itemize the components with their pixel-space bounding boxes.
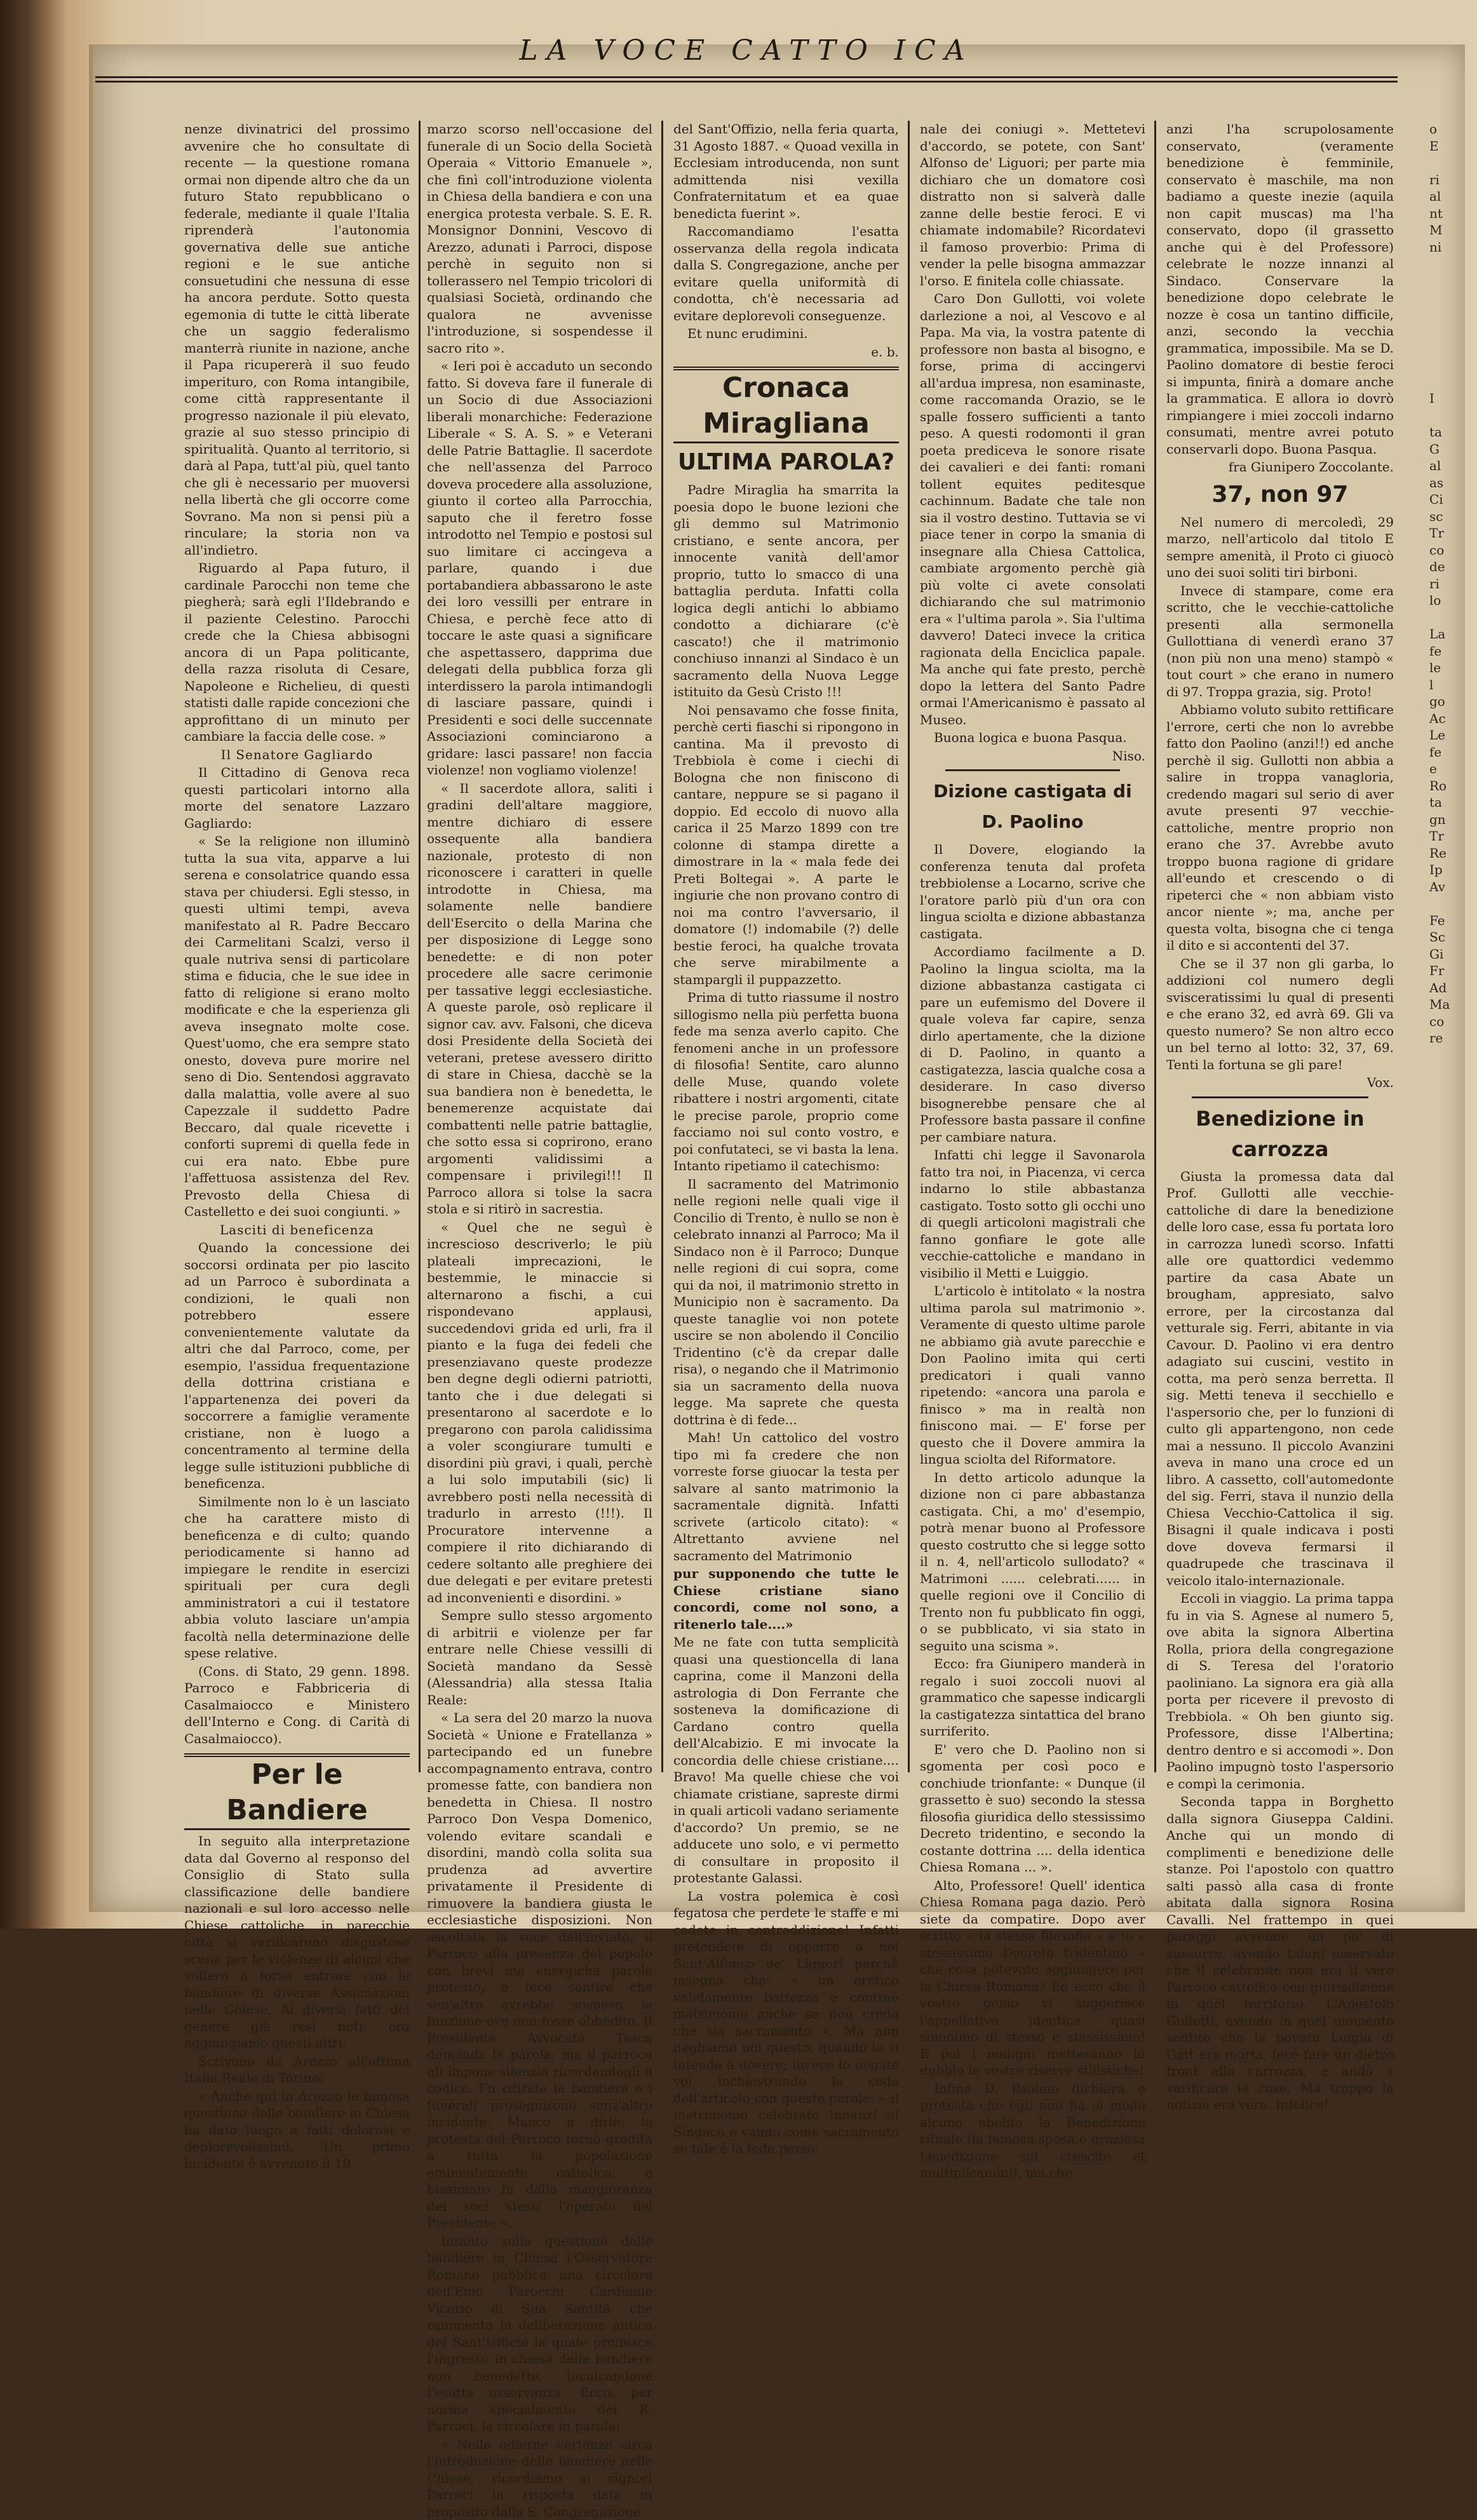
paragraph: (Cons. di Stato, 29 genn. 1898. Parroco e Fabbriceria di Casalmaiocco e Ministero dell'Interno e Cong. di Carità di Casalmaiocco). xyxy=(184,1663,410,1748)
paragraph: In seguito alla interpretazione data dal Governo al responso del Consiglio di Stato sulla classificazione delle bandiere nazionali e sul loro accesso nelle Chiese cattoliche, in parecchie città si verificarono disgustose scene per le violenze di alcuni che vollero a forza entrare con le bandiere di diverse Associazioni nelle Chiese. Ai diversi fatti del genere già resi noti, ora aggiungiamo questi altri: xyxy=(184,1833,410,2052)
paragraph: del Sant'Offizio, nella feria quarta, 31 Agosto 1887. « Quoad vexilla in Ecclesiam introducenda, non sunt admittenda nisi vexilla Confraternitatum et ea quae benedicta fuerint ». xyxy=(673,121,899,222)
paragraph: Quando la concessione dei soccorsi ordinata per pio lascito ad un Parroco è subordinata a condizioni, le quali non potrebbero essere convenientemente valutate da altri che dal Parroco, come, per esempio, l'assidua frequentazione della dottrina cristiana e l'appartenenza dei poveri da soccorrere a famiglie veramente cristiane, non è luogo a concentramento al termine della legge sulle istituzioni pubbliche di beneficenza. xyxy=(184,1239,410,1492)
column-4 xyxy=(920,121,1156,1772)
paragraph: E' vero che D. Paolino non si sgomenta per così poco e conchiude trionfante: « Dunque (il grassetto è suo) secondo la stessa filosofia giuridica dello stessissimo Decreto tridentino, e secondo la costante dottrina .... della identica Chiesa Romana ... ». xyxy=(920,1741,1145,1876)
paragraph: nale dei coniugi ». Mettetevi d'accordo, se potete, con Sant' Alfonso de' Liguori; per parte mia dichiaro che un domatore così distratto non si salverà dalle zanne delle bestie feroci. E vi chiamate indomabile? Ricordatevi il famoso proverbio: Prima di vender la pelle bisogna ammazzar l'orso. E finitela colle chiassate. xyxy=(920,121,1145,289)
paragraph: In detto articolo adunque la dizione non ci pare abbastanza castigata. Chi, a mo' d'esempio, potrà menar buono al Professore questo costrutto che si legge sotto il n. 4, nell'articolo sullodato? « Matrimoni ...... celebrati...... in quelle regioni ove il Concilio di Trento non fu pubblicato fin oggi, o se pubblicato, vi sia stato in seguito una scisma ». xyxy=(920,1469,1145,1655)
paragraph: Noi pensavamo che fosse finita, perchè certi fiaschi si ripongono in cantina. Ma il prevosto di Trebbiola è come i ciechi di Bologna che non finiscono di cantare, neppure se si pagano il doppio. Ed eccolo di nuovo alla carica il 25 Marzo 1899 con tre colonne di stampa dirette a dimostrare in la « mala fede dei Preti Boltegai ». A parte le ingiurie che non provano contro di noi ma contro l'avversario, il domatore (!) indomabile (?) delle bestie feroci, ha qualche trovata che serve mirabilmente a stampargli il puppazzetto. xyxy=(673,702,899,988)
subheading: Il Senatore Gagliardo xyxy=(184,746,410,764)
paragraph: Infine D. Paolino dichiara e protesta che egli non ha in modo alcuno abolita la Benedizione rituale (la famosa sposa e graziosa benedizione sul crescite et multiplicamini), ma che xyxy=(920,2080,1145,2181)
paragraph: Invece di stampare, come era scritto, che le vecchie-cattoliche presenti alla sermonella Gullottiana di venerdì erano 37 (non più non una meno) stampò « tout court » che erano in numero di 97. Troppa grazia, sig. Proto! xyxy=(1166,583,1394,701)
paragraph: marzo scorso nell'occasione del funerale di un Socio della Società Operaia « Vittorio Emanuele », che finì coll'introduzione violenta in Chiesa della bandiera e con una energica protesta verbale. S. E. R. Monsignor Donnini, Vescovo di Arezzo, adunati i Parroci, dispose perchè in seguito non si tollerassero nel Tempio tricolori di qualsiasi Società, ordinando che qualora ne avvenisse l'introduzione, si sospendesse il sacro rito ». xyxy=(427,121,652,356)
paragraph: Caro Don Gullotti, voi volete darlezione a noi, al Vescovo e al Papa. Ma via, la vostra patente di professore non basta al bisogno, e forse, prima di accingervi all'ardua impresa, non esaminaste, come raccomanda Orazio, se le spalle fossero sufficienti a tanto peso. A questi rodomonti il gran poeta prediceva le sonore risate dei cavalieri e dei fanti: romani tollent equites peditesque cachinnum. Badate che tale non sia il vostro destino. Tuttavia se vi piace tener in corpo la smania di insegnare alla Chiesa Cattolica, cambiate argomento perchè già più volte ci avete consolati dichiarando che sul matrimonio era « l'ultima parola ». Sia l'ultima davvero! Dateci invece la critica ragionata della Enciclica papale. Ma anche qui fate presto, perchè dopo la lettera del Santo Padre ormai l'Americanismo è passato al Museo. xyxy=(920,290,1145,728)
paragraph: Prima di tutto riassume il nostro sillogismo nella più perfetta buona fede ma senza averlo capito. Che fenomeni anche in un professore di filosofia! Sentite, caro alunno delle Muse, quando volete ribattere i nostri argomenti, citate le precise parole, proprio come facciamo noi sul conto vostro, e poi confutateci, se vi basta la lena. Intanto ripetiamo il catechismo: xyxy=(673,989,899,1175)
paragraph: « Anche qui in Arezzo la famosa questione delle bandiere in Chiesa ha dato luogo a fatti dolorosi e deplorevolissimi. Un primo incidente è avvenuto il 19 xyxy=(184,2088,410,2173)
column-1 xyxy=(184,121,421,1772)
headline-dizione-castigata: Dizione castigata di D. Paolino xyxy=(920,776,1145,837)
divider xyxy=(1192,1096,1368,1098)
paragraph: « Nelle odierne vertenze circa l'introduzione delle bandiere nelle Chiese, ricordiamo ai signori Parroci la risposta data in proposito dalla S. Congregazione xyxy=(427,2436,652,2520)
paragraph: Il sacramento del Matrimonio nelle regioni nelle quali vige il Concilio di Trento, è nullo se non è celebrato innanzi al Parroco; Ma il Sindaco non è il Parroco; Dunque nelle regioni di cui sopra, come qui da noi, il matrimonio stretto in Municipio non è sacramento. Da queste tanaglie voi non potete uscire se non abolendo il Concilio Tridentino (c'è da crepar dalle risa), o negando che il Matrimonio sia un sacramento della nuova legge. Ma saprete che questa dottrina è di fede... xyxy=(673,1176,899,1429)
paragraph: « Ieri poi è accaduto un secondo fatto. Si doveva fare il funerale di un Socio di due Associazioni liberali monarchiche: Federazione Liberale « S. A. S. » e Veterani delle Patrie Battaglie. Il sacerdote che nell'assenza del Parroco doveva procedere alla assoluzione, giunto il corteo alla Parrocchia, saputo che il feretro fosse introdotto nel Tempio e postosi sul suo limitare ci accingeva a parlare, quando i due portabandiera abbassarono le aste dei loro vessilli per entrare in Chiesa, e perchè fece atto di toccare le aste quasi a significare che aspettassero, dapprima due delegati della pubblica forza gli interdissero la parola intimandogli di lasciare passare, quindi i Presidenti e soci delle succennate Associazioni cominciarono a gridare: lasci passare! non faccia violenze! non vogliamo violenze! xyxy=(427,358,652,779)
paragraph: Alto, Professore! Quell' identica Chiesa Romana paga dazio. Però siete da compatire. Dopo aver scritto « la stessa filosofia » e lo « stessissimo Decreto tridentino » che cosa potevate aggiungere per la Chiesa Romana? Ed ecco che il vostro genio vi suggerisce l'appellativo identica quasi sinonimo di stesso e stessissimo! E poi i maligni metteranno in dubbio le vostre riserve stilistiche! xyxy=(920,1877,1145,2079)
headline-37-non-97: 37, non 97 xyxy=(1166,480,1394,510)
paragraph: Me ne fate con tutta semplicità quasi una questioncella di lana caprina, come il Manzoni della astrologia di Don Ferrante che sosteneva la domificazione di Cardano contro quella dell'Alcabizio. E mi invocate la concordia delle chiese cristiane.... Bravo! Ma quelle chiese che voi chiamate cristiane, sapreste dirmi in quali articoli vadano seriamente d'accordo? Un premio, se ne adducete uno solo, e vi permetto di consultare in proposito il protestante Galassi. xyxy=(673,1634,899,1887)
paragraph: « Il sacerdote allora, saliti i gradini dell'altare maggiore, mentre dichiaro di essere ossequente alla bandiera nazionale, protesto di non riconoscere i caratteri in quelle introdotte in Chiesa, ma solamente nelle bandiere dell'Esercito o della Marina che per disposizione di Legge sono benedette: e di non poter procedere alle sacre cerimonie per tassative leggi ecclesiastiche. A queste parole, osò replicare il signor cav. avv. Falsoni, che diceva dosi Presidente della Società dei veterani, pretese avessero diritto di stare in Chiesa, dacchè se la sua bandiera non è benedetta, le benemerenze acquistate dai combattenti nelle patrie battaglie, che sotto essa si coprirono, erano argomenti validissimi a compensare i privilegi!!! Il Parroco allora si tolse la sacra stola e si ritirò in sacrestia. xyxy=(427,780,652,1218)
paragraph: Raccomandiamo l'esatta osservanza della regola indicata dalla S. Congregazione, anche per evitare quella uniformità di condotta, ch'è necessaria ad evitare deplorevoli conseguenze. xyxy=(673,223,899,324)
paragraph: Che se il 37 non gli garba, lo addizioni col numero degli svisceratissimi lu qual di presenti e che erano 32, ed avrà 69. Gli va questo numero? Se non altro ecco un bel terno al lotto: 32, 37, 69. Tenti la fortuna se gli pare! xyxy=(1166,955,1394,1074)
paragraph: Infatti chi legge il Savonarola fatto tra noi, in Piacenza, vi cerca indarno lo stile abbastanza castigato. Tosto sotto gli occhi uno di quegli articoloni magistrali che fanno gonfiare le gote alle vecchie-cattoliche e mandano in visibilio il Metti e Luiggio. xyxy=(920,1147,1145,1281)
paragraph: « La sera del 20 marzo la nuova Società « Unione e Fratellanza » partecipando ed un funebre accompagnamento entrava, contro promesse fatte, con bandiera non benedetta in Chiesa. Il nostro Parroco Don Vespa Domenico, volendo evitare scandali e disordini, mandò colla solita sua prudenza ad avvertire privatamente il Presidente di rimuovere la bandiera giusta le ecclesiastiche disposizioni. Non ascoltata la voce dell'inviato, il Parroco alla presenza del popolo con brevi ma energiche parole protesto, e fece sentire che sen'altro avrebbe sospeso la funzione ove non fosse obbedito. Il Presidente Avvocato Tasca domanda la parola: ma il parroco gli impone silenzio ricordandogli il codice. Fu ritirata la bandiera e i funerali proseguirono senz'altro incidente. Manco a dirlo: la protesta del Parroco tornò gradita a tutta la popolazione eminentemente cattolica, e biasimato fu dalla maggioranza dei soci stessi l'operato del Presidente ». xyxy=(427,1709,652,2232)
headline-per-le-bandiere: Per le Bandiere xyxy=(184,1753,410,1830)
paragraph: « Se la religione non illuminò tutta la sua vita, apparve a lui serena e consolatrice quando essa stava per chiudersi. Egli stesso, in questi ultimi tempi, aveva manifestato al R. Padre Beccaro dei Carmelitani Scalzi, verso il quale nutriva sensi di particolare stima e fiducia, che le sue idee in fatto di religione si erano molto modificate e che la esperienza gli aveva insegnato molte cose. Quest'uomo, che era sempre stato onesto, doveva pure morire nel seno di Dio. Sentendosi aggravato dalla malattia, volle avere al suo Capezzale il suddetto Padre Beccaro, dal quale ricevette i conforti supremi di quella fede in cui era nato. Ebbe pure l'affettuosa assistenza del Rev. Prevosto della Chiesa di Castelletto e dei suoi congiunti. » xyxy=(184,833,410,1220)
headline-ultima-parola: ULTIMA PAROLA? xyxy=(673,447,899,478)
paragraph: Padre Miraglia ha smarrita la poesia dopo le buone lezioni che gli demmo sul Matrimonio cristiano, e sente ancora, per innocente vanità dell'amor proprio, tutto lo smacco di una battaglia perduta. Infatti colla logica degli antichi lo abbiamo condotto a dichiarare (c'è cascato!) che il matrimonio conchiuso innanzi al Sindaco è un sacramento della Nuova Legge istituito da Gesù Cristo !!! xyxy=(673,482,899,701)
column-2 xyxy=(427,121,663,1772)
divider xyxy=(945,769,1120,771)
masthead-title: LA VOCE CATTO ICA xyxy=(95,25,1398,76)
paragraph: Eccoli in viaggio. La prima tappa fu in via S. Agnese al numero 5, ove abita la signora Albertina Rolla, priora della congregazione di S. Teresa del l'oratorio paoliniano. La signora era già alla porta per ricevere il prevosto di Trebbiola. « Oh ben giunto sig. Professore, disse l'Albertina; dentro dentro e si accomodi ». Don Paolino impugnò tosto l'aspersorio e compì la cerimonia. xyxy=(1166,1590,1394,1792)
bold-quote: pur supponendo che tutte le Chiese cristiane siano concordi, come nol sono, a ritenerlo tale....» xyxy=(673,1565,899,1633)
article-columns xyxy=(184,121,1429,1772)
masthead xyxy=(95,25,1398,83)
signature: Vox. xyxy=(1166,1074,1394,1091)
headline-cronaca-miragliana: Cronaca Miragliana xyxy=(673,367,899,443)
paragraph: Mah! Un cattolico del vostro tipo mi fa credere che non vorreste forse giuocar la testa per salvare al santo matrimonio la sacramentale dignità. Infatti scrivete (articolo citato): « Altrettanto avviene nel sacramento del Matrimonio xyxy=(673,1429,899,1564)
paragraph: « Quel che ne seguì è increscioso descriverlo; le più plateali imprecazioni, le bestemmie, le minaccie si alternarono a fischi, a cui rispondevano applausi, succedendovi grida ed urli, fra il pianto e la fuga dei fedeli che presenziavano queste prodezze ben degne degli odierni patriotti, tanto che i due delegati si presentarono al sacerdote e lo pregarono con parola calidissima a voler scongiurare tumulti e disordini più gravi, i quali, perchè a lui solo imputabili (sic) li avrebbero posti nella necessità di tradurlo in arresto (!!!). Il Procuratore intervenne a compiere il rito dichiarando di cedere soltanto alle preghiere dei due delegati e per evitare pretesti ad inconvenienti e disordini. » xyxy=(427,1219,652,1607)
signature: Niso. xyxy=(920,748,1145,765)
paragraph: anzi l'ha scrupolosamente conservato, (veramente benedizione è femminile, conservato è maschile, ma non badiamo a queste inezie (aquila non capit muscas) ma l'ha conservato, dopo (il grassetto anche qui è del Professore) celebrate le nozze innanzi al Sindaco. Conservare la benedizione dopo celebrate le nozze è cosa un tantino difficile, anzi, secondo la vecchia grammatica, impossibile. Ma se D. Paolino domatore di bestie feroci si impunta, finirà a domare anche la grammatica. E allora io dovrò rimpiangere i miei zoccoli indarno consumati, mentre avrei potuto conservarli dopo. Buona Pasqua. xyxy=(1166,121,1394,457)
column-3 xyxy=(673,121,910,1772)
paragraph: Accordiamo facilmente a D. Paolino la lingua sciolta, ma la dizione abbastanza castigata ci pare un eufemismo del Dovere il quale voleva far capire, senza dirlo apertamente, che la dizione di D. Paolino, in quanto a castigatezza, lascia qualche cosa a desiderare. In caso diverso bisognerebbe pensare che al Professore basta passare il confine per cambiare natura. xyxy=(920,943,1145,1145)
paragraph: Buona logica e buona Pasqua. xyxy=(920,729,1145,746)
headline-benedizione-in-carrozza: Benedizione in carrozza xyxy=(1166,1103,1394,1164)
paragraph: Riguardo al Papa futuro, il cardinale Parocchi non teme che piegherà; sarà egli l'Ildebrando e il paziente Celestino. Parocchi crede che la Chiesa abbisogni ancora di un Papa politicante, della razza risoluta di Cesare, Napoleone e Richelieu, di questi statisti dalle rapide concezioni che approfittano di un minuto per cambiare la faccia delle cose. » xyxy=(184,560,410,745)
next-page-edge-text: o E ri al nt M ni I ta G al as Ci sc Tr co de ri lo La fe le l go Ac Le fe e Ro ta gn Tr Re Ip Av Fe Sc Gi Fr Ad Ma co re xyxy=(1429,121,1461,1772)
paragraph: Seconda tappa in Borghetto dalla signora Giuseppa Caldini. Anche qui un mondo di complimenti e benedizione delle stanze. Poi l'apostolo con quattro salti passò alla casa di fronte abitata dalla signora Rosina Cavalli. Nel frattempo in quei paraggi avvenne un po' di sussurro, avendo taluni osservato che il celebrante non era il vero Parroco cattolico con giurisdizione in quel territorio. L'Apostolo Gullotti, avendo in quel momento sentito che la povera Luigia di Gatt era morta, fece fare un dietro front alla carrozza, e andò a verificare le cose. Ma troppo la notizia era vera. Infelice! xyxy=(1166,1793,1394,2113)
paragraph: Sempre sullo stesso argomento di arbitrii e violenze per far entrare nelle Chiese vessilli di Società mandano da Sessè (Alessandria) alla stessa Italia Reale: xyxy=(427,1607,652,1708)
column-5 xyxy=(1166,121,1403,1772)
paragraph: Il Cittadino di Genova reca questi particolari intorno alla morte del senatore Lazzaro Gagliardo: xyxy=(184,764,410,832)
paragraph: La vostra polemica è così fegatosa che perdete le staffe e mi cadete in contraddizione! Infatti pretendete di opporre a noi Sant'Alfonso de' Liguori perchè insegna che: « un eretico validamente battezza e contrae matrimonio anche se non creda che sia sacramento ». Ma non neghiamo noi questo, quando lo si intenda a dovere; invece lo negate voi inchiostrando la coda dell'articolo con queste parole: « il matrimonio celebrato innanzi al Sindaco è valido come sacramento se tale è la fede perso- xyxy=(673,1888,899,2157)
paragraph: Abbiamo voluto subito rettificare l'errore, certi che non lo avrebbe fatto don Paolino (anzi!!) ed anche perchè il sig. Gullotti non abbia a salire in troppa vanagloria, credendo magari sul serio di aver avute presenti 97 vecchie-cattoliche, mentre proprio non erano che 37. Avrebbe avuto troppo buona ragione di gridare all'eundo et crescendo o di ripeterci che « non abbiam visto ancor niente »; ma, anche per questa volta, bisogna che ci tenga il dito e si accontenti del 37. xyxy=(1166,701,1394,954)
paragraph: Scrivono da Arezzo all'ottima Italia Reale di Torino: xyxy=(184,2053,410,2087)
paragraph: Nel numero di mercoledì, 29 marzo, nell'articolo dal titolo E sempre amenità, il Proto ci giuocò uno dei suoi soliti tiri birboni. xyxy=(1166,514,1394,581)
paragraph: Intanto sulla questione delle bandiere in Chiesa l'Osservatore Romano pubblica una circolare dell'Emo Parocchi Cardinale Vicario di Sua Santità che rammenta la deliberazione antica del Sant'Ufficio la quale proibisce l'ingresso in chiesa delle bandiere non benedette, inculcandone l'esatta osservanza. Ecco, per norma specialmente dei R. Parroci, la circolare in parola: xyxy=(427,2233,652,2435)
subheading: Lasciti di beneficenza xyxy=(184,1222,410,1239)
signature: fra Giunipero Zoccolante. xyxy=(1166,459,1394,476)
paragraph: Giusta la promessa data dal Prof. Gullotti alle vecchie-cattoliche di dare la benedizione delle loro case, essa fu portata loro in carrozza lunedì scorso. Infatti alle ore quattordici vedemmo partire da casa Abate un brougham, appresiato, salvo errore, per la circostanza dal vetturale sig. Ferri, abitante in via Cavour. D. Paolino vi era dentro adagiato sui cuscini, vestito in cotta, ma però senza berretta. Il sig. Metti teneva il secchiello e l'aspersorio che, per lo funzioni di culto gli appartengono, non cede mai a nessuno. Il piccolo Avanzini aveva in mano una croce ed un libro. A cassetto, coll'automedonte del sig. Ferri, stava il nunzio della Chiesa Vecchio-Cattolica il sig. Bisagni il quale indicava i posti dove doveva fermarsi il quadrupede che trascinava il veicolo italo-internazionale. xyxy=(1166,1168,1394,1589)
paragraph: Il Dovere, elogiando la conferenza tenuta dal profeta trebbiolense a Locarno, scrive che l'oratore parlò più d'un ora con lingua sciolta e dizione abbastanza castigata. xyxy=(920,841,1145,942)
signature: e. b. xyxy=(673,344,899,361)
paragraph: L'articolo è intitolato « la nostra ultima parola sul matrimonio ». Veramente di questo ultime parole ne abbiamo già avute parecchie e Don Paolino imita qui certi predicatori i quali vanno ripetendo: «ancora una parola e finisco » ma in realtà non finiscono mai. — E' forse per questo che il Dovere ammira la lingua sciolta del Riformatore. xyxy=(920,1283,1145,1468)
paragraph: Similmente non lo è un lasciato che ha carattere misto di beneficenza e di culto; quando periodicamente si hanno ad impiegare le rendite in esercizi spirituali per cura degli amministratori a cui il testatore abbia voluto lasciare un'ampia facoltà nella determinazione delle spese relative. xyxy=(184,1493,410,1662)
paragraph: Ecco: fra Giunipero manderà in regalo i suoi zoccoli nuovi al grammatico che sapesse indicargli la castigatezza sintattica del brano surriferito. xyxy=(920,1655,1145,1740)
paragraph: nenze divinatrici del prossimo avvenire che ho consultate di recente — la questione romana ormai non dipende altro che da un futuro Stato repubblicano o federale, mediante il quale l'Italia riprenderà l'autonomia governativa delle sue antiche regioni e le sue antiche consuetudini che nessuna di esse ha ancora perdute. Sotto questa egemonia di tutte le città liberate che un saggio federalismo manterrà riunite in nazione, anche il Papa ricupererà il suo feudo imperituro, con Roma intangibile, come città rappresentante il progresso nazionale il più elevato, grazie al suo stesso principio di spiritualità. Quanto al territorio, si darà al Papa, tutt'al più, quel tanto che gli è necessario per muoversi nella libertà che gli occorre come Sovrano. Ma non si pensi più a rinculare; la storia non va all'indietro. xyxy=(184,121,410,558)
paragraph: Et nunc erudimini. xyxy=(673,325,899,342)
